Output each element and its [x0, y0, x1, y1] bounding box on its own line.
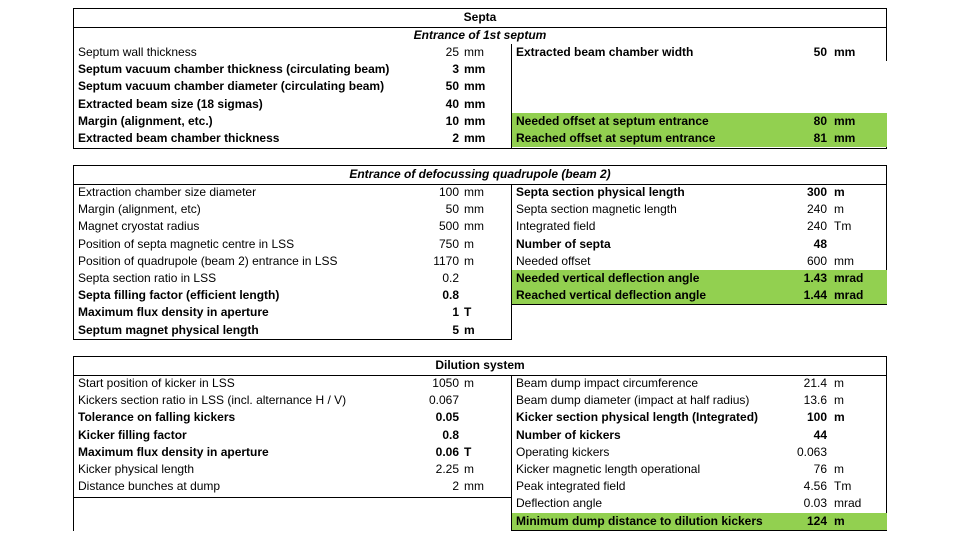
row-label: Needed offset at septum entrance: [516, 113, 709, 128]
row-label: Position of septa magnetic centre in LSS: [78, 236, 295, 251]
table-row: [74, 444, 511, 461]
table-row: [512, 201, 887, 218]
row-value: 300: [806, 185, 827, 199]
row-label: Distance bunches at dump: [78, 479, 221, 494]
row-unit: m: [464, 462, 474, 476]
row-value: 50: [445, 79, 459, 94]
table-row: [512, 409, 887, 426]
row-label: Reached vertical deflection angle: [516, 288, 707, 303]
row-label: Septa section magnetic length: [516, 202, 677, 217]
row-value: 4.56: [803, 479, 827, 494]
row-unit: mm: [834, 45, 856, 59]
row-unit: T: [464, 305, 472, 320]
septa-subtitle: Entrance of 1st septum: [413, 28, 547, 42]
row-label: Number of septa: [516, 236, 611, 251]
table-row: [74, 427, 511, 444]
table-row: [74, 61, 511, 78]
table-row: [74, 96, 511, 113]
row-label: Needed vertical deflection angle: [516, 271, 700, 285]
row-value: 0.03: [803, 496, 827, 511]
row-unit: m: [834, 513, 845, 528]
row-value: 1.44: [803, 288, 827, 303]
table-row: [74, 78, 511, 95]
table-row: [74, 113, 511, 130]
dilution-empty-cell: [74, 497, 511, 532]
row-label: Reached offset at septum entrance: [516, 131, 716, 145]
row-value: 2: [452, 479, 459, 494]
row-label: Kicker magnetic length operational: [516, 462, 701, 476]
table-row: [74, 409, 511, 426]
row-unit: mm: [464, 185, 484, 199]
row-value: 1.43: [803, 271, 827, 285]
row-value: 80: [813, 113, 827, 128]
row-unit: mrad: [834, 496, 862, 511]
row-unit: m: [834, 410, 845, 425]
row-label: Margin (alignment, etc.): [78, 113, 213, 128]
row-label: Kicker section physical length (Integrated): [516, 410, 759, 425]
quad-empty-cell: [512, 304, 887, 341]
table-row: [74, 392, 511, 409]
table-row: [512, 287, 887, 304]
row-label: Septa section physical length: [516, 185, 685, 199]
table-row: [512, 513, 887, 530]
table-row: [74, 322, 511, 339]
septa-section: [73, 8, 887, 149]
row-unit: mm: [464, 79, 486, 94]
table-row: [512, 184, 887, 201]
table-row: [512, 218, 887, 235]
row-unit: m: [834, 462, 844, 476]
table-row: [74, 218, 511, 235]
row-value: 100: [806, 410, 827, 425]
row-unit: T: [464, 444, 472, 459]
row-label: Extracted beam chamber width: [516, 45, 694, 59]
table-row: [74, 44, 511, 61]
row-unit: mm: [464, 131, 486, 145]
row-label: Septum wall thickness: [78, 45, 197, 59]
row-label: Kickers section ratio in LSS (incl. alternance H / V): [78, 393, 347, 408]
table-row: [512, 461, 887, 478]
row-value: 240: [806, 219, 827, 234]
row-label: Deflection angle: [516, 496, 603, 511]
table-row: [512, 236, 887, 253]
row-unit: m: [464, 253, 474, 268]
row-value: 500: [438, 219, 459, 234]
row-label: Magnet cryostat radius: [78, 219, 200, 234]
table-row: [74, 461, 511, 478]
row-unit: mm: [834, 131, 856, 145]
row-unit: mm: [464, 113, 486, 128]
row-value: 0.067: [428, 393, 459, 408]
row-label: Septa section ratio in LSS: [78, 271, 217, 285]
row-unit: mm: [464, 62, 486, 77]
table-row: [512, 444, 887, 461]
row-label: Extracted beam size (18 sigmas): [78, 96, 263, 111]
quad-section: [73, 165, 887, 340]
table-row: [512, 270, 887, 287]
row-value: 124: [806, 513, 827, 528]
table-row: [74, 270, 511, 287]
row-unit: mm: [464, 45, 484, 59]
table-row: [512, 392, 887, 409]
row-label: Septum vacuum chamber diameter (circulating beam): [78, 79, 385, 94]
table-row: [512, 427, 887, 444]
table-row: [512, 375, 887, 392]
row-label: Margin (alignment, etc): [78, 202, 201, 217]
row-value: 44: [813, 427, 827, 442]
row-unit: m: [834, 185, 845, 199]
table-row: [512, 113, 887, 130]
row-value: 48: [813, 236, 827, 251]
table-row: [74, 478, 511, 495]
row-label: Integrated field: [516, 219, 596, 234]
table-row: [74, 253, 511, 270]
row-unit: mm: [464, 479, 484, 494]
row-value: 240: [806, 202, 827, 217]
row-value: 10: [445, 113, 459, 128]
row-value: 100: [438, 185, 459, 199]
row-unit: m: [464, 322, 475, 337]
row-value: 0.8: [442, 288, 459, 303]
dilution-section: [73, 356, 887, 531]
row-unit: Tm: [834, 219, 852, 234]
table-row: [74, 201, 511, 218]
row-value: 25: [445, 45, 459, 59]
row-unit: m: [834, 376, 844, 390]
row-unit: mrad: [834, 271, 864, 285]
table-row: [512, 44, 887, 61]
table-row: [74, 184, 511, 201]
row-label: Septum magnet physical length: [78, 322, 259, 337]
row-value: 21.4: [803, 376, 827, 390]
row-label: Maximum flux density in aperture: [78, 305, 269, 320]
row-value: 5: [452, 322, 459, 337]
table-row: [74, 304, 511, 321]
septa-empty-cell: [512, 61, 887, 114]
table-row: [74, 287, 511, 304]
row-value: 81: [813, 131, 827, 145]
row-unit: mm: [834, 113, 856, 128]
row-label: Needed offset: [516, 253, 591, 268]
row-label: Kicker physical length: [78, 462, 195, 476]
row-label: Extraction chamber size diameter: [78, 185, 257, 199]
row-value: 13.6: [803, 393, 827, 408]
row-unit: m: [834, 393, 844, 408]
table-row: [512, 478, 887, 495]
row-unit: m: [834, 202, 844, 217]
row-unit: mm: [464, 219, 484, 234]
row-unit: mm: [464, 96, 486, 111]
row-value: 2.25: [435, 462, 459, 476]
row-unit: m: [464, 236, 474, 251]
row-value: 1050: [432, 376, 459, 390]
row-label: Operating kickers: [516, 444, 610, 459]
row-value: 76: [813, 462, 827, 476]
row-value: 0.2: [442, 271, 459, 285]
row-label: Minimum dump distance to dilution kickers: [516, 513, 763, 528]
row-value: 0.063: [796, 444, 827, 459]
row-unit: m: [464, 376, 474, 390]
table-row: [512, 495, 887, 512]
dilution-title: Dilution system: [74, 357, 886, 376]
row-unit: mrad: [834, 288, 864, 303]
table-row: [74, 236, 511, 253]
row-label: Beam dump diameter (impact at half radius): [516, 393, 750, 408]
row-value: 50: [813, 45, 827, 59]
row-label: Beam dump impact circumference: [516, 376, 699, 390]
row-label: Start position of kicker in LSS: [78, 376, 235, 390]
row-value: 2: [452, 131, 459, 145]
row-unit: mm: [464, 202, 484, 217]
table-row: [74, 375, 511, 392]
table-row: [512, 130, 887, 147]
table-row: [74, 130, 511, 147]
row-value: 0.8: [442, 427, 459, 442]
row-value: 40: [445, 96, 459, 111]
row-label: Septum vacuum chamber thickness (circulating beam): [78, 62, 390, 77]
quad-title: Entrance of defocussing quadrupole (beam 2): [74, 166, 886, 185]
row-value: 750: [438, 236, 459, 251]
row-value: 50: [445, 202, 459, 217]
row-value: 1: [452, 305, 459, 320]
row-value: 600: [806, 253, 827, 268]
row-label: Maximum flux density in aperture: [78, 444, 269, 459]
row-unit: Tm: [834, 479, 852, 494]
row-label: Extracted beam chamber thickness: [78, 131, 280, 145]
row-value: 1170: [433, 253, 459, 268]
row-value: 0.06: [435, 444, 459, 459]
row-label: Position of quadrupole (beam 2) entrance in LSS: [78, 253, 338, 268]
septa-title: Septa: [74, 9, 886, 28]
table-row: [512, 253, 887, 270]
row-label: Number of kickers: [516, 427, 621, 442]
row-label: Peak integrated field: [516, 479, 626, 494]
row-unit: mm: [834, 253, 854, 268]
row-value: 3: [452, 62, 459, 77]
row-label: Septa filling factor (efficient length): [78, 288, 280, 303]
row-label: Tolerance on falling kickers: [78, 410, 236, 425]
row-value: 0.05: [435, 410, 459, 425]
row-label: Kicker filling factor: [78, 427, 187, 442]
